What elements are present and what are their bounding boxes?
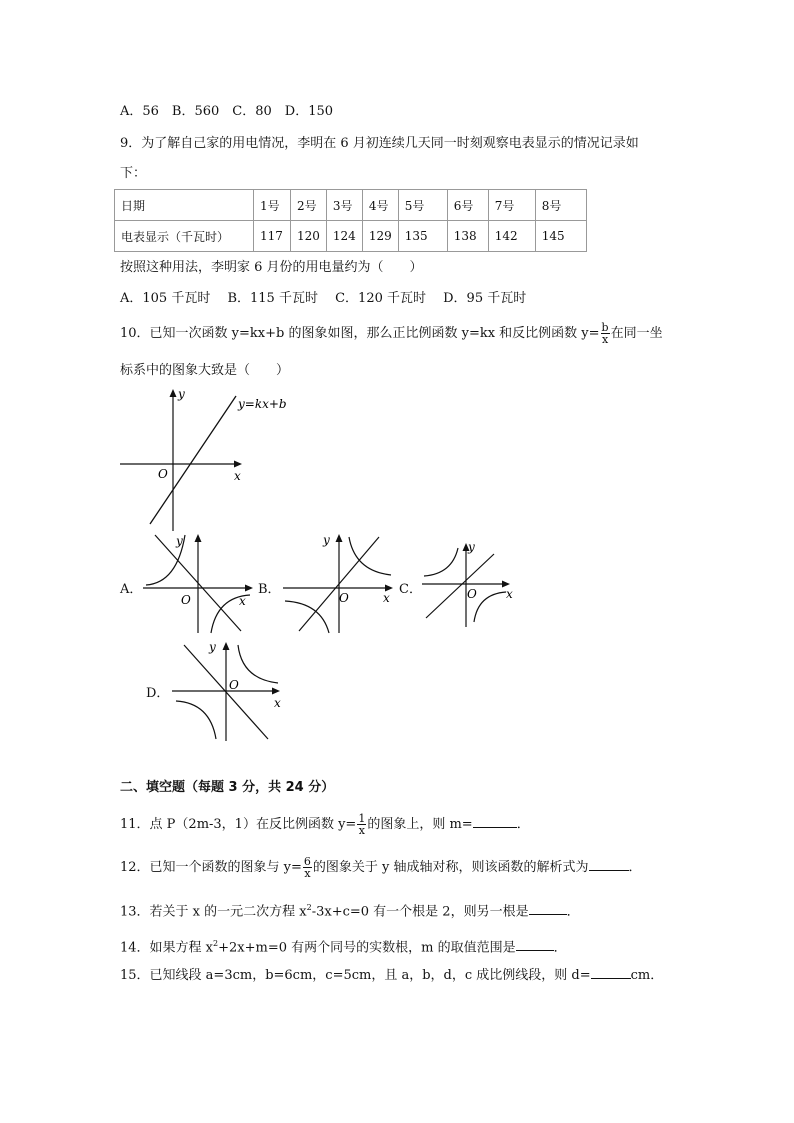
origin-label: O [158, 467, 168, 481]
table-cell: 2号 [291, 190, 327, 221]
x-axis-label: x [234, 469, 241, 483]
q13-text-a: 13．若关于 x 的一元二次方程 x [120, 904, 307, 920]
q13-text-b: -3x+c=0 有一个根是 2，则另一根是 [311, 904, 529, 920]
q15 [120, 966, 663, 986]
q10-stem-b: 在同一坐 [610, 326, 663, 341]
option-a-label: A． [120, 582, 143, 597]
table-cell: 117 [254, 221, 291, 252]
y-axis-label: y [178, 387, 185, 401]
table-cell: 145 [535, 221, 586, 252]
table-cell: 129 [362, 221, 398, 252]
q8-options: A．56 B．560 C．80 D．150 [120, 104, 334, 119]
q14-end: ． [553, 940, 567, 956]
fraction-denominator: x [304, 867, 311, 880]
table-cell: 3号 [326, 190, 362, 221]
main-linear-graph [118, 386, 287, 531]
q9-question: 按照这种用法，李明家 6 月份的用电量约为（ ） [120, 260, 423, 275]
svg-text:O: O [339, 591, 349, 605]
option-a-graph [143, 533, 258, 633]
table-cell: 4号 [362, 190, 398, 221]
line-label: y=kx+b [238, 397, 287, 411]
fraction-denominator: x [358, 824, 365, 837]
svg-text:O: O [467, 587, 477, 601]
table-cell: 电表显示（千瓦时） [115, 221, 254, 252]
linear-function-line [150, 396, 236, 524]
q12-text-a: 12．已知一个函数的图象与 y= [120, 860, 302, 875]
table-row [115, 190, 587, 221]
table-cell: 120 [291, 221, 327, 252]
svg-text:x: x [506, 587, 513, 601]
q14-text-b: +2x+m=0 有两个同号的实数根，m 的取值范围是 [218, 940, 516, 956]
q11-text-b: 的图象上，则 m= [367, 817, 473, 832]
q15-end: cm． [630, 968, 664, 983]
table-row [115, 221, 587, 252]
table-cell: 5号 [398, 190, 447, 221]
table-cell: 1号 [254, 190, 291, 221]
svg-text:O: O [229, 678, 239, 692]
q13 [120, 898, 580, 922]
q9-stem-line2: 下： [120, 166, 147, 181]
fraction-numerator: 1 [358, 812, 366, 825]
svg-text:x: x [383, 591, 390, 605]
option-d-graph [172, 641, 282, 741]
q15-text-a: 15．已知线段 a=3cm，b=6cm，c=5cm，且 a，b，d，c 成比例线段，则 d= [120, 968, 591, 983]
fraction-denominator: x [601, 333, 609, 346]
table-cell: 8号 [535, 190, 586, 221]
table-cell: 7号 [488, 190, 535, 221]
q11-end: ． [516, 817, 530, 832]
svg-text:y: y [468, 540, 475, 554]
svg-text:x: x [239, 594, 246, 608]
option-b-label: B． [258, 582, 281, 597]
option-c-graph [422, 542, 517, 627]
q12 [120, 856, 642, 879]
answer-blank[interactable] [591, 966, 631, 979]
svg-text:y: y [176, 534, 183, 548]
table-cell: 日期 [115, 190, 254, 221]
svg-text:x: x [274, 696, 281, 710]
q14 [120, 934, 567, 958]
section-title: 二、填空题（每题 3 分，共 24 分） [120, 780, 335, 795]
q10-stem-line2: 标系中的图象大致是（ ） [120, 363, 290, 378]
q10-stem-line1 [120, 322, 663, 345]
superscript: 2 [213, 939, 219, 948]
q11-text-a: 11．点 P（2m-3，1）在反比例函数 y= [120, 817, 357, 832]
meter-table [114, 189, 587, 252]
table-cell: 124 [326, 221, 362, 252]
answer-blank[interactable] [589, 858, 629, 871]
fraction [303, 856, 312, 879]
q14-text-a: 14．如果方程 x [120, 940, 214, 956]
q9-stem-line1: 9．为了解自己家的用电情况，李明在 6 月初连续几天同一时刻观察电表显示的情况记录如 [120, 136, 639, 151]
fraction [601, 322, 610, 345]
answer-blank[interactable] [473, 815, 517, 828]
superscript: 2 [306, 903, 312, 912]
answer-blank[interactable] [516, 938, 554, 951]
q10-stem-a: 10．已知一次函数 y=kx+b 的图象如图，那么正比例函数 y=kx 和反比例函数 y= [120, 326, 600, 341]
table-cell: 138 [447, 221, 488, 252]
table-cell: 135 [398, 221, 447, 252]
q13-end: ． [566, 904, 580, 920]
option-c-label: C． [399, 582, 422, 597]
svg-text:y: y [209, 640, 216, 654]
fraction [357, 813, 366, 836]
option-b-graph [283, 533, 398, 633]
answer-blank[interactable] [529, 902, 567, 915]
fraction-numerator: b [601, 321, 609, 334]
svg-text:O: O [181, 593, 191, 607]
q12-text-b: 的图象关于 y 轴成轴对称，则该函数的解析式为 [312, 860, 589, 875]
table-cell: 6号 [447, 190, 488, 221]
fraction-numerator: 6 [303, 855, 311, 868]
q9-options: A．105 千瓦时 B．115 千瓦时 C．120 千瓦时 D．95 千瓦时 [120, 291, 527, 306]
q12-end: ． [628, 860, 642, 875]
table-cell: 142 [488, 221, 535, 252]
option-d-label: D． [146, 686, 170, 701]
svg-text:y: y [323, 533, 330, 547]
q11 [120, 813, 530, 836]
